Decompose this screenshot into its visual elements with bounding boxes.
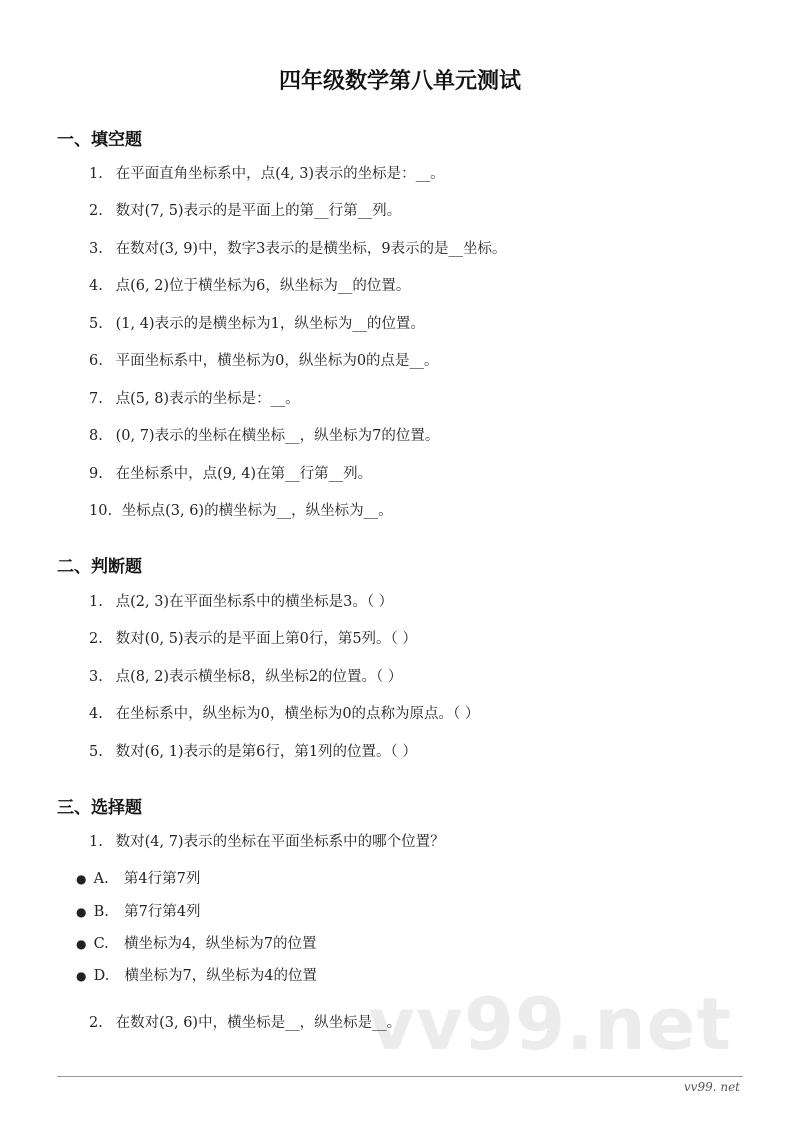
choice-option-c: [76, 934, 316, 954]
question-item: [89, 164, 445, 184]
question-item: [89, 742, 417, 762]
question-text: 数对(4, 7)表示的坐标在平面坐标系中的哪个位置？: [115, 834, 445, 850]
question-item: [89, 389, 300, 409]
option-label: A.: [93, 871, 109, 887]
question-text: 点(6, 2)位于横坐标为6，纵坐标为__的位置。: [115, 278, 411, 294]
question-number: 1.: [89, 834, 103, 850]
question-text: 数对(6, 1)表示的是第6行，第1列的位置。（ ）: [115, 744, 417, 760]
question-number: 1.: [89, 594, 103, 610]
option-label: D.: [93, 968, 110, 984]
section-heading-fill-blank: 一、填空题: [57, 130, 142, 150]
question-text: 在坐标系中，点(9, 4)在第__行第__列。: [115, 466, 373, 482]
question-text: 点(2, 3)在平面坐标系中的横坐标是3。（ ）: [115, 594, 394, 610]
choice-option-d: [76, 966, 317, 986]
bullet-icon: ●: [76, 969, 87, 983]
question-item: [89, 351, 439, 371]
question-item: [89, 629, 417, 649]
footer-divider: [57, 1076, 743, 1077]
question-text: 在坐标系中，纵坐标为0，横坐标为0的点称为原点。（ ）: [115, 706, 480, 722]
question-item: [89, 592, 393, 612]
choice-option-a: [76, 869, 200, 889]
option-text: 第4行第7列: [123, 871, 201, 887]
question-text: 在平面直角坐标系中，点(4, 3)表示的坐标是：__。: [115, 166, 445, 182]
question-text: (1, 4)表示的是横坐标为1，纵坐标为__的位置。: [115, 316, 425, 332]
question-number: 4.: [89, 706, 103, 722]
question-item: [89, 1013, 401, 1033]
question-text: 数对(7, 5)表示的是平面上的第__行第__列。: [115, 203, 402, 219]
question-number: 6.: [89, 353, 103, 369]
question-number: 2.: [89, 203, 103, 219]
question-text: 点(8, 2)表示横坐标8，纵坐标2的位置。（ ）: [115, 669, 403, 685]
option-text: 第7行第4列: [124, 904, 201, 920]
question-number: 7.: [89, 391, 103, 407]
section-heading-multiple-choice: 三、选择题: [57, 798, 142, 818]
question-text: 平面坐标系中，横坐标为0，纵坐标为0的点是__。: [115, 353, 439, 369]
choice-option-b: [76, 902, 201, 922]
bullet-icon: ●: [76, 872, 87, 886]
question-item: [89, 426, 439, 446]
option-label: B.: [93, 904, 109, 920]
question-number: 4.: [89, 278, 103, 294]
question-number: 3.: [89, 669, 103, 685]
option-text: 横坐标为4，纵坐标为7的位置: [124, 936, 317, 952]
question-text: 在数对(3, 9)中，数字3表示的是横坐标，9表示的是__坐标。: [115, 241, 507, 257]
question-number: 2.: [89, 1015, 103, 1031]
question-text: 数对(0, 5)表示的是平面上第0行，第5列。（ ）: [115, 631, 417, 647]
question-number: 5.: [89, 744, 103, 760]
question-item: [89, 201, 401, 221]
page-title: 四年级数学第八单元测试: [278, 69, 521, 94]
question-number: 1.: [89, 166, 103, 182]
option-text: 横坐标为7，纵坐标为4的位置: [124, 968, 317, 984]
question-item: [89, 276, 410, 296]
question-item: [89, 464, 372, 484]
question-item: [89, 501, 393, 521]
question-item: [89, 832, 445, 852]
watermark-logo: vv99.net: [368, 982, 732, 1066]
bullet-icon: ●: [76, 937, 87, 951]
question-number: 9.: [89, 466, 103, 482]
question-item: [89, 314, 425, 334]
option-label: C.: [93, 936, 109, 952]
question-item: [89, 239, 507, 259]
question-item: [89, 704, 479, 724]
question-number: 10.: [89, 503, 113, 519]
bullet-icon: ●: [76, 905, 87, 919]
question-item: [89, 667, 402, 687]
footer-site-label: vv99. net: [683, 1080, 740, 1094]
question-text: 在数对(3, 6)中，横坐标是__，纵坐标是__。: [115, 1015, 402, 1031]
section-heading-true-false: 二、判断题: [57, 557, 142, 577]
question-text: 坐标点(3, 6)的横坐标为__，纵坐标为__。: [121, 503, 393, 519]
question-number: 8.: [89, 428, 103, 444]
question-text: 点(5, 8)表示的坐标是：__。: [115, 391, 300, 407]
question-number: 3.: [89, 241, 103, 257]
question-text: (0, 7)表示的坐标在横坐标__，纵坐标为7的位置。: [115, 428, 440, 444]
question-number: 5.: [89, 316, 103, 332]
question-number: 2.: [89, 631, 103, 647]
